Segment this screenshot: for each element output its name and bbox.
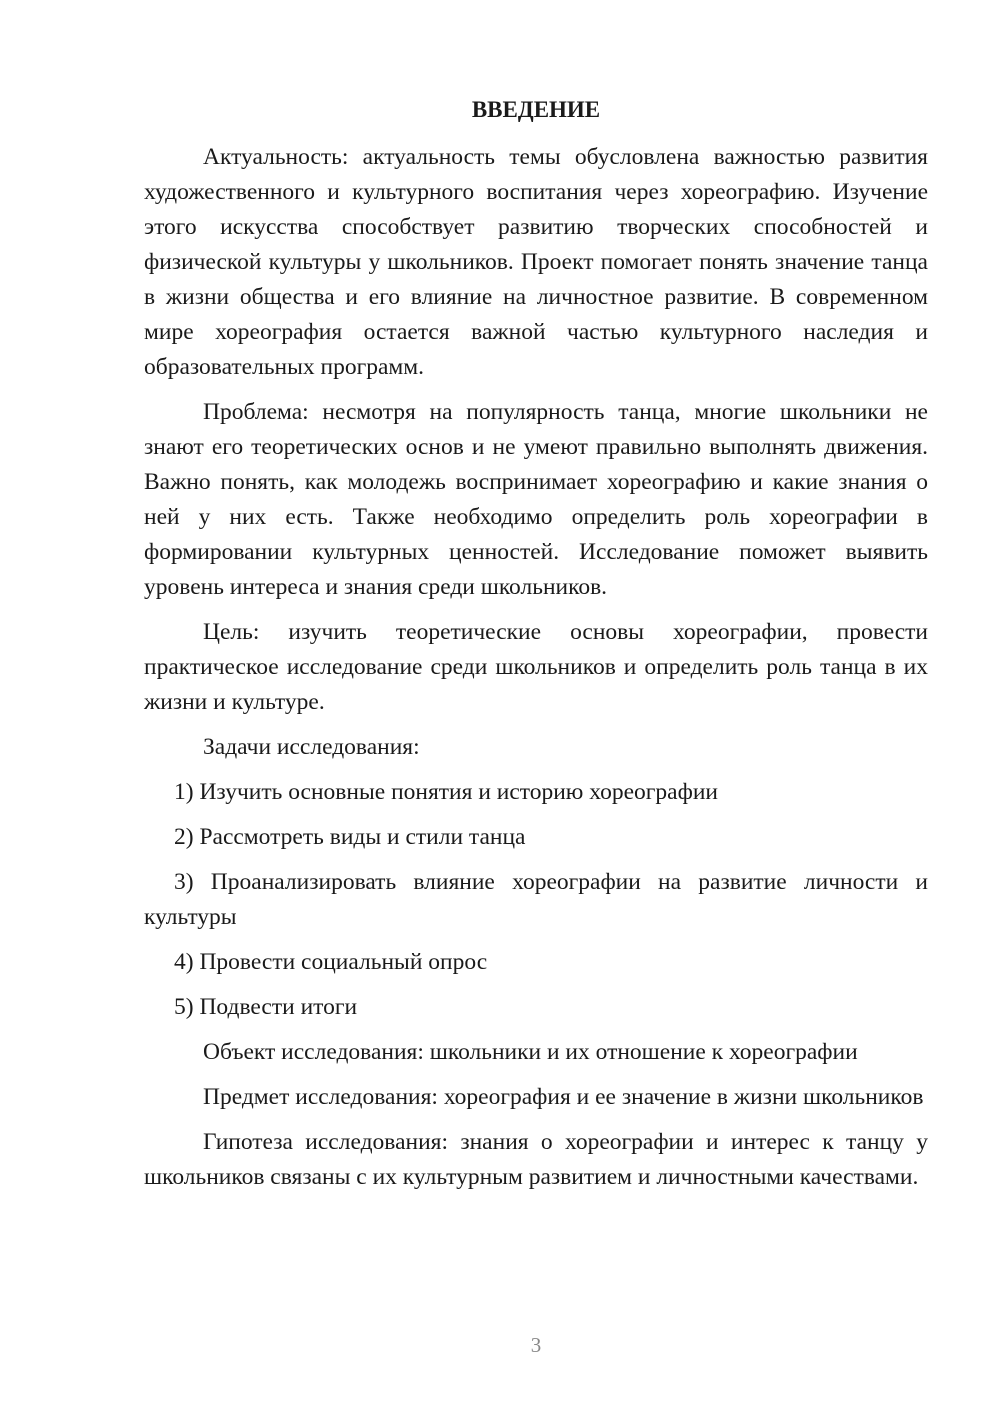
research-subject-paragraph: Предмет исследования: хореография и ее значение в жизни школьников [203,1084,924,1110]
problem-paragraph: Проблема: несмотря на популярность танца, многие школьники не знают его теоретических основ и не умеют правильно выполнять движения. Важно понять, как молодежь воспринимает хореографию и какие знания о ней у них есть. Также необходимо определить роль хореографии в формировании культурных ценностей. Исследование поможет выявить уровень интереса и знания среди школьников. [144,399,928,600]
task-item-3: 3) Проанализировать влияние хореографии на развитие личности и культуры [144,869,928,930]
section-title: ВВЕДЕНИЕ [471,97,601,122]
task-item-2: 2) Рассмотреть виды и стили танца [174,824,526,850]
task-item-4: 4) Провести социальный опрос [174,949,488,975]
document-body [144,92,928,1205]
task-item-5: 5) Подвести итоги [174,994,358,1020]
tasks-heading: Задачи исследования: [203,734,420,760]
goal-paragraph: Цель: изучить теоретические основы хореографии, провести практическое исследование среди школьников и определить роль танца в их жизни и культуре. [144,619,928,715]
relevance-paragraph: Актуальность: актуальность темы обусловлена важностью развития художественного и культурного воспитания через хореографию. Изучение этого искусства способствует развитию творческих способностей и физической культуры у школьников. Проект помогает понять значение танца в жизни общества и его влияние на личностное развитие. В современном мире хореография остается важной частью культурного наследия и образовательных программ. [144,144,928,380]
hypothesis-paragraph: Гипотеза исследования: знания о хореографии и интерес к танцу у школьников связаны с их культурным развитием и личностными качествами. [144,1129,928,1190]
page-number: 3 [530,1333,542,1357]
task-item-1: 1) Изучить основные понятия и историю хореографии [174,779,718,805]
research-object-paragraph: Объект исследования: школьники и их отношение к хореографии [203,1039,858,1065]
